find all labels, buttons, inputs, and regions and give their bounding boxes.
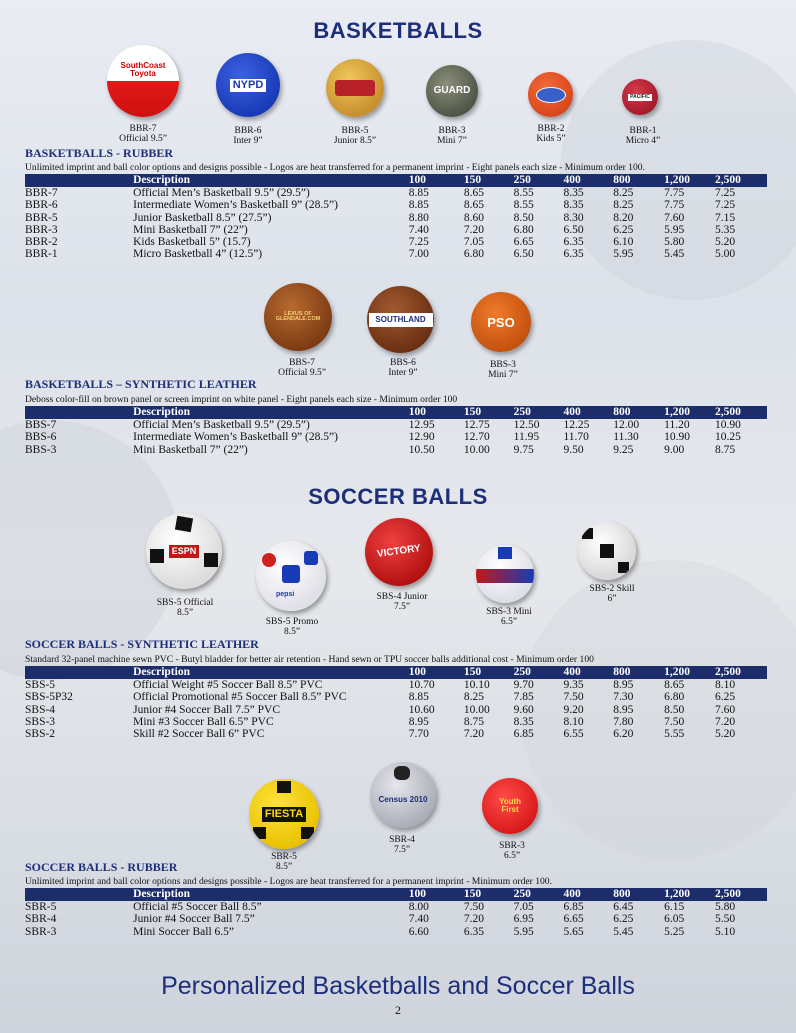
price-cell: 7.40 — [408, 223, 429, 236]
ball-image-sbs-4-junior: VICTORY — [365, 518, 433, 586]
price-cell: 10.70 — [408, 679, 435, 691]
price-cell: 7.30 — [613, 691, 634, 704]
ball-image-sbr-5: FIESTA — [249, 779, 319, 849]
price-cell: 7.25 — [408, 236, 429, 249]
table-row — [25, 716, 767, 728]
header-cell-code — [25, 174, 133, 187]
footer-title: Personalized Basketballs and Soccer Balls — [161, 972, 635, 1000]
price-cell: 10.50 — [408, 443, 435, 456]
item-code: BBR-1 — [25, 248, 58, 261]
price-cell: 8.55 — [513, 187, 534, 199]
price-cell: 6.25 — [613, 913, 634, 926]
price-table-soccer-synthetic — [25, 666, 767, 740]
price-cell: 7.50 — [664, 715, 685, 728]
price-cell: 6.60 — [408, 925, 429, 938]
price-cell: 5.45 — [664, 248, 685, 261]
price-cell: 11.95 — [513, 431, 540, 444]
ball-image-bbr-5 — [326, 59, 384, 117]
header-cell-qty: 100 — [408, 666, 426, 678]
header-cell-qty: 250 — [513, 888, 531, 900]
header-cell-qty: 2,500 — [715, 888, 741, 900]
price-cell: 5.80 — [715, 901, 736, 913]
price-cell: 10.60 — [408, 703, 435, 716]
price-cell: 9.00 — [664, 443, 685, 456]
ball-image-bbs-6: SOUTHLAND — [367, 286, 434, 353]
header-cell-qty: 1,200 — [664, 174, 690, 186]
header-cell-qty: 800 — [613, 406, 631, 418]
ball-caption-bbr-2: BBR-2 Kids 5” — [536, 124, 566, 144]
item-code: SBR-4 — [25, 913, 57, 926]
header-cell-qty: 150 — [463, 666, 482, 678]
price-cell: 9.35 — [563, 679, 584, 691]
price-cell: 6.80 — [463, 248, 484, 261]
section-desc-basketballs-rubber: Unlimited imprint and ball color options and designs possible - Logos are heat transferred for a permanent imprint - Eight panels each size - Minimum order 100. — [25, 162, 645, 173]
price-cell: 6.65 — [513, 236, 534, 249]
table-row — [25, 187, 767, 199]
price-cell: 6.50 — [563, 223, 584, 236]
table-row — [25, 691, 767, 703]
price-cell: 6.95 — [513, 913, 534, 926]
price-cell: 11.30 — [613, 431, 639, 444]
ball-image-sbr-3: Youth First — [482, 778, 538, 834]
price-cell: 7.40 — [408, 913, 429, 926]
item-code: BBS-7 — [25, 419, 57, 431]
ball-caption-sbs-5-official: SBS-5 Official 8.5” — [156, 598, 214, 618]
price-cell: 5.20 — [715, 236, 736, 249]
price-cell: 8.35 — [563, 199, 584, 212]
price-cell: 8.25 — [463, 691, 484, 704]
header-cell-qty: 250 — [513, 174, 531, 186]
item-description: Intermediate Women’s Basketball 9” (28.5”) — [133, 199, 338, 212]
ball-image-sbs-5-promo: pepsi — [256, 541, 326, 611]
ball-caption-bbr-1: BBR-1 Micro 4” — [625, 126, 661, 146]
price-cell: 6.80 — [664, 691, 685, 704]
price-cell: 9.70 — [513, 679, 534, 691]
header-cell-qty: 100 — [408, 888, 426, 900]
price-cell: 8.25 — [613, 187, 634, 199]
item-description: Official #5 Soccer Ball 8.5” — [133, 901, 262, 913]
header-cell-qty: 150 — [463, 406, 482, 418]
price-cell: 5.80 — [664, 236, 685, 249]
table-row — [25, 728, 767, 740]
section-desc-basketballs-synthetic: Deboss color-fill on brown panel or screen imprint on white panel - Eight panels each size - Minimum order 100 — [25, 394, 458, 405]
header-cell-code — [25, 406, 133, 419]
price-cell: 7.60 — [664, 211, 685, 224]
table-row — [25, 431, 767, 443]
table-header-row — [25, 174, 767, 187]
price-cell: 8.65 — [463, 187, 484, 199]
item-description: Intermediate Women’s Basketball 9” (28.5”) — [133, 431, 338, 444]
price-cell: 8.65 — [463, 199, 484, 212]
price-cell: 7.20 — [463, 913, 484, 926]
price-cell: 5.10 — [715, 925, 736, 938]
table-row — [25, 444, 767, 456]
item-code: SBS-2 — [25, 728, 56, 741]
header-cell-qty: 250 — [513, 406, 531, 418]
ball-caption-sbs-2-skill: SBS-2 Skill 6” — [589, 584, 635, 604]
price-cell: 5.45 — [613, 925, 634, 938]
item-code: SBS-5P32 — [25, 691, 73, 704]
table-row — [25, 248, 767, 260]
table-row — [25, 679, 767, 691]
item-description: Skill #2 Soccer Ball 6” PVC — [133, 728, 265, 741]
price-cell: 8.35 — [513, 715, 534, 728]
price-cell: 7.85 — [513, 691, 534, 704]
price-cell: 5.35 — [715, 223, 736, 236]
ball-image-bbr-7: SouthCoast Toyota — [107, 45, 179, 117]
price-cell: 9.75 — [513, 443, 534, 456]
price-cell: 6.80 — [513, 223, 534, 236]
header-cell-qty: 100 — [408, 174, 426, 186]
ball-caption-bbr-3: BBR-3 Mini 7” — [437, 126, 467, 146]
price-cell: 7.60 — [715, 703, 736, 716]
price-cell: 9.20 — [563, 703, 584, 716]
price-cell: 6.10 — [613, 236, 634, 249]
price-cell: 6.20 — [613, 728, 634, 741]
ball-image-bbr-2 — [528, 72, 573, 117]
price-cell: 8.55 — [513, 199, 534, 212]
price-cell: 7.00 — [408, 248, 429, 261]
header-cell-qty: 400 — [563, 666, 581, 678]
price-cell: 7.80 — [613, 715, 634, 728]
item-description: Official Promotional #5 Soccer Ball 8.5” PVC — [133, 691, 347, 704]
price-cell: 12.00 — [613, 419, 640, 431]
header-cell-qty: 400 — [563, 888, 581, 900]
price-cell: 6.15 — [664, 901, 685, 913]
item-code: BBR-5 — [25, 211, 58, 224]
price-cell: 7.50 — [563, 691, 584, 704]
header-cell-description: Description — [133, 406, 190, 418]
price-cell: 6.35 — [463, 925, 484, 938]
header-cell-qty: 150 — [463, 174, 482, 186]
price-cell: 11.70 — [563, 431, 589, 444]
price-cell: 6.25 — [715, 691, 736, 704]
price-cell: 10.00 — [463, 703, 490, 716]
price-cell: 8.85 — [408, 691, 429, 704]
price-cell: 10.25 — [715, 431, 741, 444]
item-code: SBS-3 — [25, 715, 56, 728]
price-cell: 8.10 — [715, 679, 736, 691]
price-cell: 7.75 — [664, 199, 685, 212]
price-cell: 8.10 — [563, 715, 584, 728]
ball-image-bbs-3: PSO — [471, 292, 531, 352]
header-cell-qty: 1,200 — [664, 666, 690, 678]
item-description: Mini Basketball 7” (22”) — [133, 443, 248, 456]
price-table-soccer-rubber — [25, 888, 767, 938]
price-cell: 10.90 — [715, 419, 741, 431]
soccer-balls-heading: SOCCER BALLS — [308, 484, 488, 509]
header-cell-qty: 800 — [613, 888, 631, 900]
item-description: Junior Basketball 8.5” (27.5”) — [133, 211, 272, 224]
header-cell-qty: 2,500 — [715, 666, 741, 678]
price-cell: 7.50 — [463, 901, 484, 913]
price-cell: 5.95 — [513, 925, 534, 938]
table-header-row — [25, 406, 767, 419]
ball-image-sbs-2-skill — [578, 522, 636, 580]
section-title-soccer-synthetic: SOCCER BALLS - SYNTHETIC LEATHER — [25, 637, 259, 651]
table-row — [25, 199, 767, 211]
price-cell: 7.20 — [715, 715, 736, 728]
price-cell: 6.45 — [613, 901, 634, 913]
price-cell: 8.95 — [408, 715, 429, 728]
item-code: BBR-3 — [25, 223, 58, 236]
price-cell: 8.85 — [408, 187, 429, 199]
price-cell: 6.85 — [563, 901, 584, 913]
ball-caption-sbr-5: SBR-5 8.5” — [271, 852, 297, 872]
ball-caption-sbs-5-promo: SBS-5 Promo 8.5” — [265, 617, 319, 637]
item-code: SBS-5 — [25, 679, 56, 691]
price-cell: 8.60 — [463, 211, 484, 224]
header-cell-code — [25, 666, 133, 679]
price-cell: 5.25 — [664, 925, 685, 938]
table-row — [25, 926, 767, 938]
price-cell: 8.65 — [664, 679, 685, 691]
price-cell: 5.95 — [613, 248, 634, 261]
item-code: BBR-2 — [25, 236, 58, 249]
price-cell: 5.55 — [664, 728, 685, 741]
table-row — [25, 212, 767, 224]
price-cell: 5.95 — [664, 223, 685, 236]
price-cell: 10.00 — [463, 443, 490, 456]
section-title-basketballs-synthetic: BASKETBALLS – SYNTHETIC LEATHER — [25, 377, 257, 391]
price-cell: 8.50 — [513, 211, 534, 224]
section-desc-soccer-synthetic: Standard 32-panel machine sewn PVC - Butyl bladder for better air retention - Hand sewn or TPU soccer balls additional cost - Minimum order 100 — [25, 654, 594, 665]
ball-caption-bbr-5: BBR-5 Junior 8.5” — [333, 126, 377, 146]
price-cell: 12.75 — [463, 419, 490, 431]
item-description: Kids Basketball 5” (15.7) — [133, 236, 251, 249]
price-cell: 10.10 — [463, 679, 490, 691]
price-cell: 12.70 — [463, 431, 490, 444]
price-cell: 9.25 — [613, 443, 634, 456]
item-description: Micro Basketball 4” (12.5”) — [133, 248, 263, 261]
ball-image-bbs-7: LEXUS OF GLENDALE.COM — [264, 283, 332, 351]
price-cell: 12.95 — [408, 419, 435, 431]
item-description: Junior #4 Soccer Ball 7.5” PVC — [133, 703, 281, 716]
item-code: BBR-7 — [25, 187, 58, 199]
price-cell: 8.80 — [408, 211, 429, 224]
price-cell: 9.50 — [563, 443, 584, 456]
price-cell: 5.00 — [715, 248, 736, 261]
table-row — [25, 419, 767, 431]
header-cell-qty: 100 — [408, 406, 426, 418]
item-description: Mini #3 Soccer Ball 6.5” PVC — [133, 715, 274, 728]
price-cell: 6.65 — [563, 913, 584, 926]
price-cell: 12.90 — [408, 431, 435, 444]
price-cell: 6.35 — [563, 248, 584, 261]
price-cell: 5.20 — [715, 728, 736, 741]
ball-caption-bbs-6: BBS-6 Inter 9” — [388, 358, 418, 378]
item-code: BBR-6 — [25, 199, 58, 212]
item-code: SBR-5 — [25, 901, 57, 913]
ball-caption-bbs-3: BBS-3 Mini 7” — [488, 360, 518, 380]
header-cell-qty: 150 — [463, 888, 482, 900]
item-description: Junior #4 Soccer Ball 7.5” — [133, 913, 255, 926]
item-code: SBR-3 — [25, 925, 57, 938]
price-cell: 10.90 — [664, 431, 690, 444]
header-cell-qty: 250 — [513, 666, 531, 678]
header-cell-qty: 400 — [563, 174, 581, 186]
price-cell: 6.25 — [613, 223, 634, 236]
ball-caption-sbr-4: SBR-4 7.5” — [389, 835, 415, 855]
header-cell-code — [25, 888, 133, 901]
ball-image-bbr-6: NYPD — [216, 53, 280, 117]
price-cell: 6.55 — [563, 728, 584, 741]
price-cell: 11.20 — [664, 419, 690, 431]
price-cell: 12.25 — [563, 419, 590, 431]
price-cell: 7.20 — [463, 223, 484, 236]
price-cell: 7.20 — [463, 728, 484, 741]
header-cell-qty: 400 — [563, 406, 581, 418]
price-cell: 7.75 — [664, 187, 685, 199]
price-cell: 6.50 — [513, 248, 534, 261]
ball-image-sbs-5-official: ESPN — [146, 513, 222, 589]
page-number: 2 — [395, 1003, 401, 1017]
price-cell: 8.95 — [613, 703, 634, 716]
header-cell-description: Description — [133, 888, 190, 900]
ball-caption-bbr-6: BBR-6 Inter 9” — [233, 126, 263, 146]
item-code: BBS-6 — [25, 431, 57, 444]
table-row — [25, 224, 767, 236]
table-row — [25, 901, 767, 913]
header-cell-qty: 1,200 — [664, 406, 690, 418]
price-cell: 7.05 — [463, 236, 484, 249]
section-title-basketballs-rubber: BASKETBALLS - RUBBER — [25, 146, 174, 160]
header-cell-description: Description — [133, 666, 190, 678]
price-cell: 6.35 — [563, 236, 584, 249]
price-cell: 5.50 — [715, 913, 736, 926]
price-cell: 8.50 — [664, 703, 685, 716]
price-cell: 8.75 — [463, 715, 484, 728]
basketballs-heading: BASKETBALLS — [313, 18, 483, 43]
header-cell-description: Description — [133, 174, 190, 186]
price-cell: 8.00 — [408, 901, 429, 913]
price-cell: 8.25 — [613, 199, 634, 212]
ball-image-bbr-3: GUARD — [426, 65, 478, 117]
section-desc-soccer-rubber: Unlimited imprint and ball color options and designs possible - Logos are heat transferred for a permanent imprint - Minimum order 100. — [25, 876, 553, 887]
price-table-basketballs-synthetic — [25, 406, 767, 456]
item-description: Mini Soccer Ball 6.5” — [133, 925, 235, 938]
item-code: SBS-4 — [25, 703, 56, 716]
ball-caption-sbs-4-junior: SBS-4 Junior 7.5” — [376, 592, 428, 612]
price-cell: 7.25 — [715, 187, 736, 199]
price-cell: 7.25 — [715, 199, 736, 212]
ball-image-bbr-1: PACIFIC — [622, 79, 658, 115]
header-cell-qty: 800 — [613, 174, 631, 186]
price-cell: 8.35 — [563, 187, 584, 199]
header-cell-qty: 2,500 — [715, 406, 741, 418]
item-description: Mini Basketball 7” (22”) — [133, 223, 248, 236]
price-cell: 9.60 — [513, 703, 534, 716]
price-table-basketballs-rubber — [25, 174, 767, 261]
price-cell: 7.70 — [408, 728, 429, 741]
ball-image-sbs-3-mini — [476, 545, 534, 603]
price-cell: 8.75 — [715, 443, 736, 456]
ball-caption-sbr-3: SBR-3 6.5” — [499, 841, 525, 861]
header-cell-qty: 1,200 — [664, 888, 690, 900]
item-code: BBS-3 — [25, 443, 57, 456]
price-cell: 8.30 — [563, 211, 584, 224]
header-cell-qty: 800 — [613, 666, 631, 678]
item-description: Official Men’s Basketball 9.5” (29.5”) — [133, 419, 310, 431]
price-cell: 6.85 — [513, 728, 534, 741]
price-cell: 7.15 — [715, 211, 736, 224]
section-title-soccer-rubber: SOCCER BALLS - RUBBER — [25, 860, 178, 874]
ball-caption-sbs-3-mini: SBS-3 Mini 6.5” — [486, 607, 532, 627]
item-description: Official Weight #5 Soccer Ball 8.5” PVC — [133, 679, 323, 691]
ball-caption-bbs-7: BBS-7 Official 9.5” — [278, 358, 326, 378]
table-header-row — [25, 666, 767, 679]
price-cell: 12.50 — [513, 419, 540, 431]
ball-image-sbr-4: Census 2010 — [370, 762, 436, 828]
table-row — [25, 704, 767, 716]
price-cell: 5.65 — [563, 925, 584, 938]
table-header-row — [25, 888, 767, 901]
price-cell: 8.95 — [613, 679, 634, 691]
header-cell-qty: 2,500 — [715, 174, 741, 186]
price-cell: 6.05 — [664, 913, 685, 926]
price-cell: 8.85 — [408, 199, 429, 212]
ball-caption-bbr-7: BBR-7 Official 9.5” — [119, 124, 167, 144]
table-row — [25, 236, 767, 248]
price-cell: 7.05 — [513, 901, 534, 913]
item-description: Official Men’s Basketball 9.5” (29.5”) — [133, 187, 310, 199]
table-row — [25, 913, 767, 925]
price-cell: 8.20 — [613, 211, 634, 224]
